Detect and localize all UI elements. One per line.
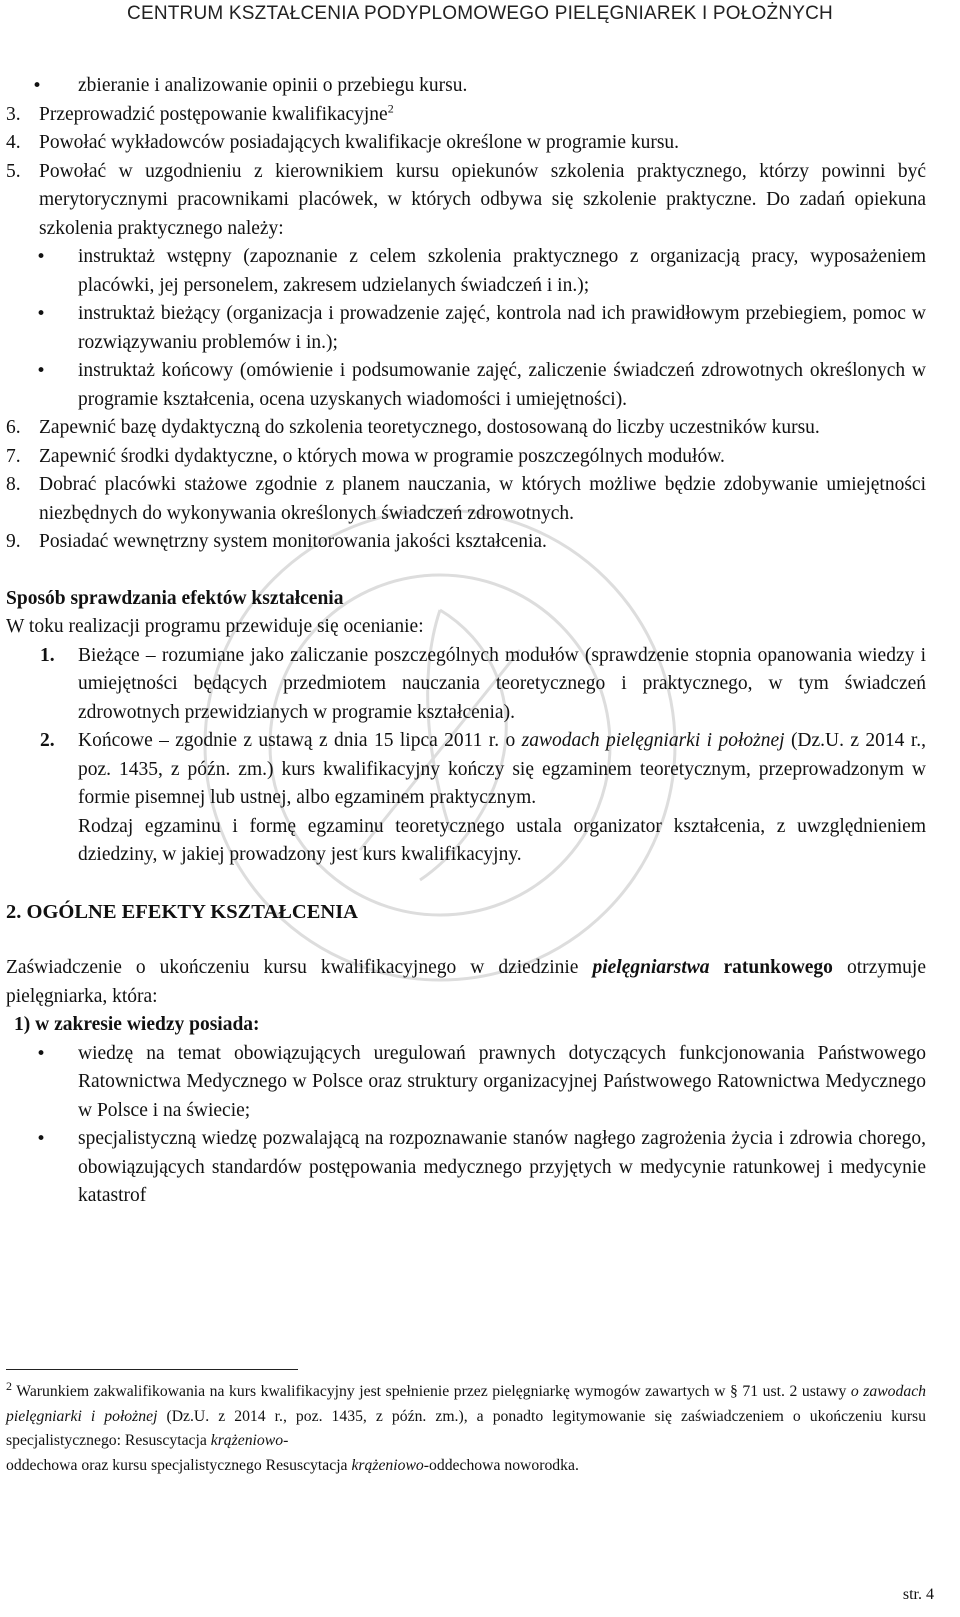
list-item <box>6 1040 926 1126</box>
list-item-text: Posiadać wewnętrzny system monitorowania jakości kształcenia. <box>39 531 547 552</box>
list-item <box>6 727 926 813</box>
paragraph <box>6 813 926 870</box>
page-header: CENTRUM KSZTAŁCENIA PODYPLOMOWEGO PIELĘGNIAREK I POŁOŻNYCH <box>127 3 833 24</box>
list-item-text: Powołać w uzgodnieniu z kierownikiem kursu opiekunów szkolenia praktycznego, którzy powinni być merytorycznymi pracownikami placówek, w których odbywa się szkolenie praktyczne. Do zadań opiekuna szkolenia praktycznego należy: <box>39 160 926 239</box>
list-item-text: specjalistyczną wiedzę pozwalającą na rozpoznawanie stanów nagłego zagrożenia życia i zdrowia chorego, obowiązujących standardów postępowania medycznego przyjętych w medycynie ratunkowej i medycynie katastrof <box>78 1128 926 1206</box>
list-item-text: Zapewnić bazę dydaktyczną do szkolenia teoretycznego, dostosowaną do liczby uczestników kursu. <box>39 417 820 438</box>
list-item <box>6 642 926 728</box>
list-item <box>6 443 926 472</box>
list-item <box>6 528 926 557</box>
list-item-text: (Dz.U. z 2014 r., poz. 1435, z późn. zm.) kurs kwalifikacyjny kończy się egzaminem teoretycznym, przeprowadzonym w formie pisemnej lub ustnej, albo egzaminem praktycznym. <box>78 730 926 808</box>
list-item-text: Powołać wykładowców posiadających kwalifikacje określone w programie kursu. <box>39 132 680 153</box>
list-item-text: Końcowe – zgodnie z ustawą z dnia 15 lipca 2011 r. o <box>78 730 522 751</box>
item-number: 6. <box>6 417 21 438</box>
item-number: 3. <box>6 103 21 125</box>
item-number: 7. <box>6 445 21 467</box>
list-item-text: Dobrać placówki stażowe zgodnie z planem nauczania, w których możliwe będzie zdobywanie umiejętności niezbędnych do wykonywania określonych świadczeń zdrowotnych. <box>39 474 926 524</box>
list-item <box>6 129 926 158</box>
list-item <box>6 101 926 130</box>
paragraph: Zaświadczenie o ukończeniu kursu kwalifikacyjnego w dziedzinie pielęgniarstwa ratunkowego otrzymuje pielęgniarka, która: <box>6 957 927 1007</box>
list-item <box>6 300 926 357</box>
list-item <box>6 243 926 300</box>
list-item-text: Przeprowadzić postępowanie kwalifikacyjne <box>39 103 388 125</box>
item-number: 1. <box>40 644 55 666</box>
list-item-text: zbieranie i analizowanie opinii o przebiegu kursu. <box>78 75 468 96</box>
item-number: 8. <box>6 474 21 495</box>
list-item <box>6 414 926 443</box>
list-item <box>6 471 926 528</box>
footnote: $^2$ Warunkiem zakwalifikowania na kurs kwalifikacyjny jest spełnienie przez pielęgniarkę wymogów zawartych w § 71 ust. 2 ustawy o zawodach pielęgniarki i położnej (Dz.U. z 2014 r., poz. 1435, z późn. zm.), a ponadto legitymowanie się zaświadczeniem o ukończeniu kursu specjalistycznego: Resuscytacja krążeniowo- oddechowa oraz kursu specjalistycznego Resuscytacja krążeniowo-oddechowa noworodka. <box>6 1378 927 1474</box>
footnote-separator <box>6 1369 298 1370</box>
list-item-text: wiedzę na temat obowiązujących uregulowań prawnych dotyczących funkcjonowania Państwowego Ratownictwa Medycznego w Polsce oraz struktury organizacyjnej Państwowego Ratownictwa Medycznego w Polsce i na świecie; <box>78 1042 926 1121</box>
item-number: 4. <box>6 132 21 153</box>
list-item <box>6 72 926 101</box>
list-item-text: Bieżące – rozumiane jako zaliczanie poszczególnych modułów (sprawdzenie stopnia opanowania wiedzy i umiejętności będących przedmiotem nauczania teoretycznego i praktycznego, w tym świadczeń zdrowotnych przewidzianych w programie kształcenia). <box>78 644 926 723</box>
footnote-ref[interactable]: 2 <box>387 101 394 115</box>
list-item <box>6 1125 926 1211</box>
section-heading: 2. OGÓLNE EFEKTY KSZTAŁCENIA <box>6 900 358 923</box>
list-item-text: instruktaż wstępny (zapoznanie z celem szkolenia praktycznego z organizacją pracy, wyposażeniem placówki, jej personelem, zakresem udzielanych świadczeń i in.); <box>78 246 926 296</box>
item-number: 5. <box>6 160 21 182</box>
item-number: 2. <box>40 730 55 751</box>
paragraph: W toku realizacji programu przewiduje się ocenianie: <box>6 616 424 637</box>
act-title: zawodach pielęgniarki i położnej <box>521 730 785 751</box>
list-item-text: Zapewnić środki dydaktyczne, o których mowa w programie poszczególnych modułów. <box>39 445 725 467</box>
section-heading: Sposób sprawdzania efektów kształcenia <box>6 587 344 609</box>
document-body <box>6 72 926 1211</box>
list-item-text: Rodzaj egzaminu i formę egzaminu teoretycznego ustala organizator kształcenia, z uwzględnieniem dziedziny, w jakiej prowadzony jest kurs kwalifikacyjny. <box>78 815 926 865</box>
item-number: 9. <box>6 531 21 552</box>
list-item-text: instruktaż bieżący (organizacja i prowadzenie zajęć, kontrola nad ich prawidłowym przebiegiem, pomoc w rozwiązywaniu problemów i in.); <box>78 303 926 353</box>
list-item <box>6 158 926 244</box>
footnote-number: 2 <box>6 1378 12 1393</box>
list-item <box>6 357 926 414</box>
subsection-heading: 1) w zakresie wiedzy posiada: <box>14 1014 260 1035</box>
page-number: str. 4 <box>902 1586 934 1603</box>
list-item-text: instruktaż końcowy (omówienie i podsumowanie zajęć, zaliczenie świadczeń zdrowotnych określonych w programie kształcenia, ocena uzyskanych wiadomości i umiejętności). <box>78 360 926 410</box>
